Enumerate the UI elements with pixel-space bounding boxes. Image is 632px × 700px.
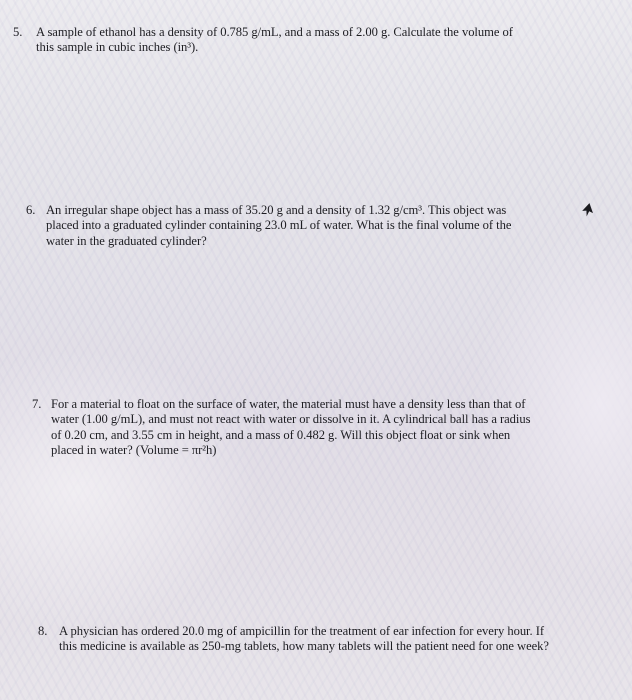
question-6 (26, 203, 586, 249)
question-6-text: An irregular shape object has a mass of 35.20 g and a density of 1.32 g/cm³. This object was placed into a graduated cylinder containing 23.0 mL of water. What is the final volume of the water in the graduated cylinder? (46, 203, 512, 248)
question-7-text: For a material to float on the surface of water, the material must have a density less than that of water (1.00 g/mL), and must not react with water or dissolve in it. A cylindrical ball has a radius of 0.20 cm, and 3.55 cm in height, and a mass of 0.482 g. Will this object float or sink when placed in water? (Volume = πr²h) (51, 397, 531, 458)
question-5-number: 5. (13, 25, 23, 39)
question-5-text: A sample of ethanol has a density of 0.785 g/mL, and a mass of 2.00 g. Calculate the volume of this sample in cubic inches (in³). (36, 25, 513, 55)
question-5 (13, 25, 613, 56)
question-8-text: A physician has ordered 20.0 mg of ampicillin for the treatment of ear infection for every hour. If this medicine is available as 250-mg tablets, how many tablets will the patient need for one week? (59, 624, 549, 654)
question-6-number: 6. (26, 203, 36, 217)
question-8-number: 8. (38, 624, 48, 638)
mouse-pointer-icon (581, 202, 595, 218)
question-7 (32, 397, 592, 459)
question-7-number: 7. (32, 397, 42, 411)
question-8 (38, 624, 598, 655)
